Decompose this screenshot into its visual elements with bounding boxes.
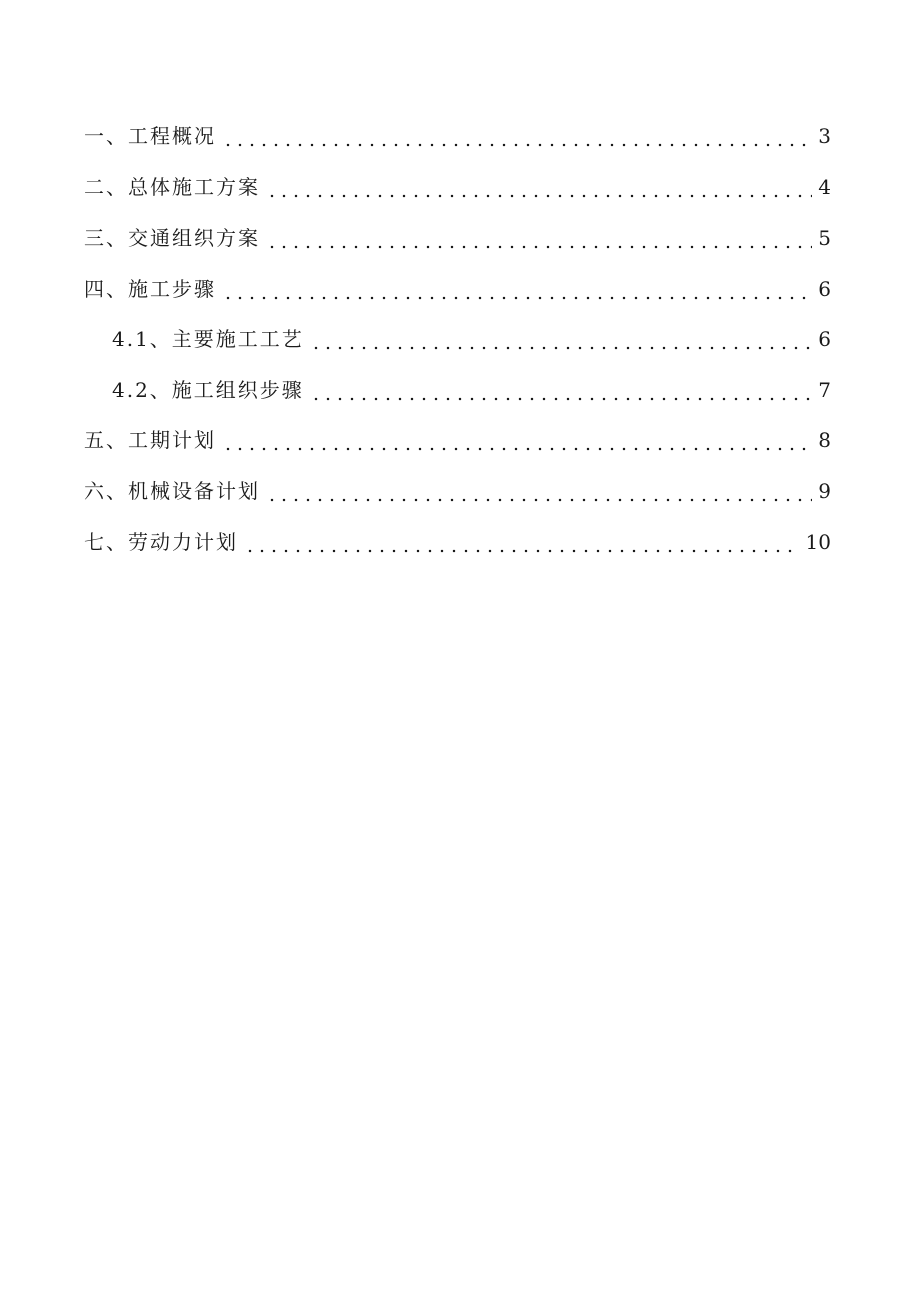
toc-dot-leader [222,274,812,304]
toc-page-number: 7 [818,378,831,402]
toc-page-number: 4 [818,175,831,199]
toc-dot-leader [244,527,800,557]
toc-dot-leader [266,172,812,202]
toc-entry-title: 一、工程概况 [84,124,216,148]
toc-dot-leader [266,223,812,253]
toc-page-number: 3 [818,124,831,148]
toc-entry[interactable] [112,324,831,354]
toc-dot-leader [310,375,812,405]
toc-page-number: 6 [818,277,831,301]
toc-page-number: 8 [818,428,831,452]
toc-entry[interactable] [84,223,831,253]
toc-dot-leader [222,121,812,151]
toc-entry-title: 五、工期计划 [84,428,216,452]
toc-entry-title: 三、交通组织方案 [84,226,260,250]
toc-page-number: 5 [818,226,831,250]
toc-entry-title: 4.1、主要施工工艺 [112,327,304,351]
toc-entry-title: 七、劳动力计划 [84,530,238,554]
toc-entry-title: 4.2、施工组织步骤 [112,378,304,402]
toc-entry-title: 四、施工步骤 [84,277,216,301]
toc-entry-title: 二、总体施工方案 [84,175,260,199]
toc-dot-leader [266,476,812,506]
toc-entry[interactable] [84,274,831,304]
toc-page-number: 10 [805,530,831,554]
toc-entry[interactable] [84,172,831,202]
toc-entry[interactable] [84,527,831,557]
toc-entry-title: 六、机械设备计划 [84,479,260,503]
toc-entry[interactable] [84,476,831,506]
toc-dot-leader [222,425,812,455]
toc-entry[interactable] [112,375,831,405]
toc-entry[interactable] [84,121,831,151]
toc-dot-leader [310,324,812,354]
toc-page-number: 6 [818,327,831,351]
toc-entry[interactable] [84,425,831,455]
toc-page-number: 9 [818,479,831,503]
